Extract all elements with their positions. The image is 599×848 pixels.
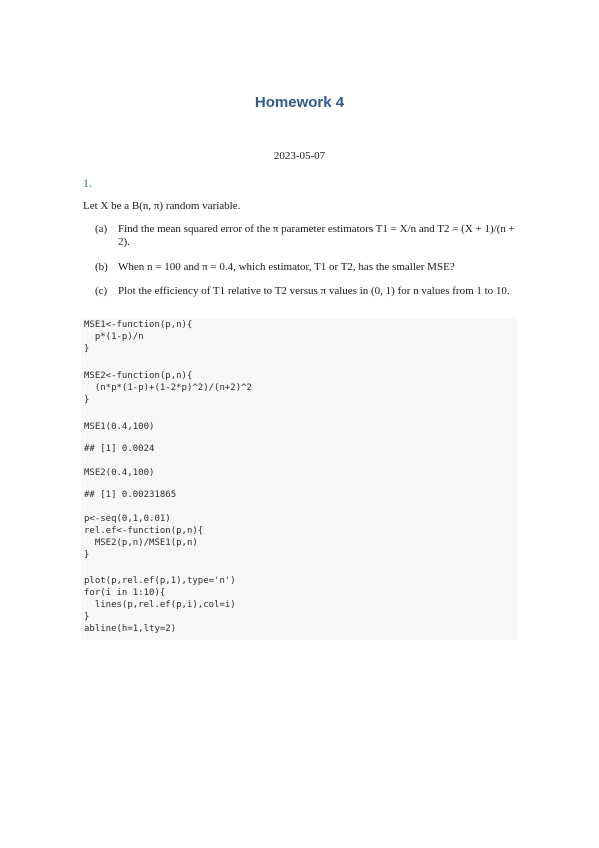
code-line: for(i in 1:10){	[84, 588, 166, 598]
code-line: p*(1-p)/n	[84, 332, 144, 342]
code-block	[81, 318, 517, 640]
code-line: MSE1<-function(p,n){	[84, 320, 193, 330]
code-output: ## [1] 0.0024	[84, 444, 155, 454]
code-line: MSE2<-function(p,n){	[84, 371, 193, 381]
code-line: plot(p,rel.ef(p,1),type='n')	[84, 576, 236, 586]
code-line: p<-seq(0,1,0.01)	[84, 514, 171, 524]
item-label: (c)	[95, 285, 108, 297]
item-text: Plot the efficiency of T1 relative to T2 versus π values in (0, 1) for n values from 1 to 10.	[118, 285, 510, 297]
item-text: When n = 100 and π = 0.4, which estimator, T1 or T2, has the smaller MSE?	[118, 261, 455, 273]
code-line: }	[84, 395, 90, 405]
question-intro: Let X be a B(n, π) random variable.	[83, 200, 241, 212]
item-label: (a)	[95, 223, 108, 235]
code-line: abline(h=1,lty=2)	[84, 624, 177, 634]
code-line: MSE2(0.4,100)	[84, 468, 155, 478]
document-title: Homework 4	[254, 94, 345, 111]
item-label: (b)	[95, 261, 108, 273]
code-line: }	[84, 344, 90, 354]
document-date: 2023-05-07	[273, 150, 326, 162]
code-line: lines(p,rel.ef(p,i),col=i)	[84, 600, 236, 610]
item-text: Find the mean squared error of the π parameter estimators T1 = X/n and T2 = (X + 1)/(n + 2).	[118, 223, 515, 248]
question-number: 1.	[83, 176, 92, 190]
code-line: MSE1(0.4,100)	[84, 422, 155, 432]
code-line: }	[84, 550, 90, 560]
code-line: }	[84, 612, 90, 622]
code-line: MSE2(p,n)/MSE1(p,n)	[84, 538, 198, 548]
code-line: (n*p*(1-p)+(1-2*p)^2)/(n+2)^2	[84, 383, 252, 393]
code-output: ## [1] 0.00231865	[84, 490, 177, 500]
code-line: rel.ef<-function(p,n){	[84, 526, 204, 536]
